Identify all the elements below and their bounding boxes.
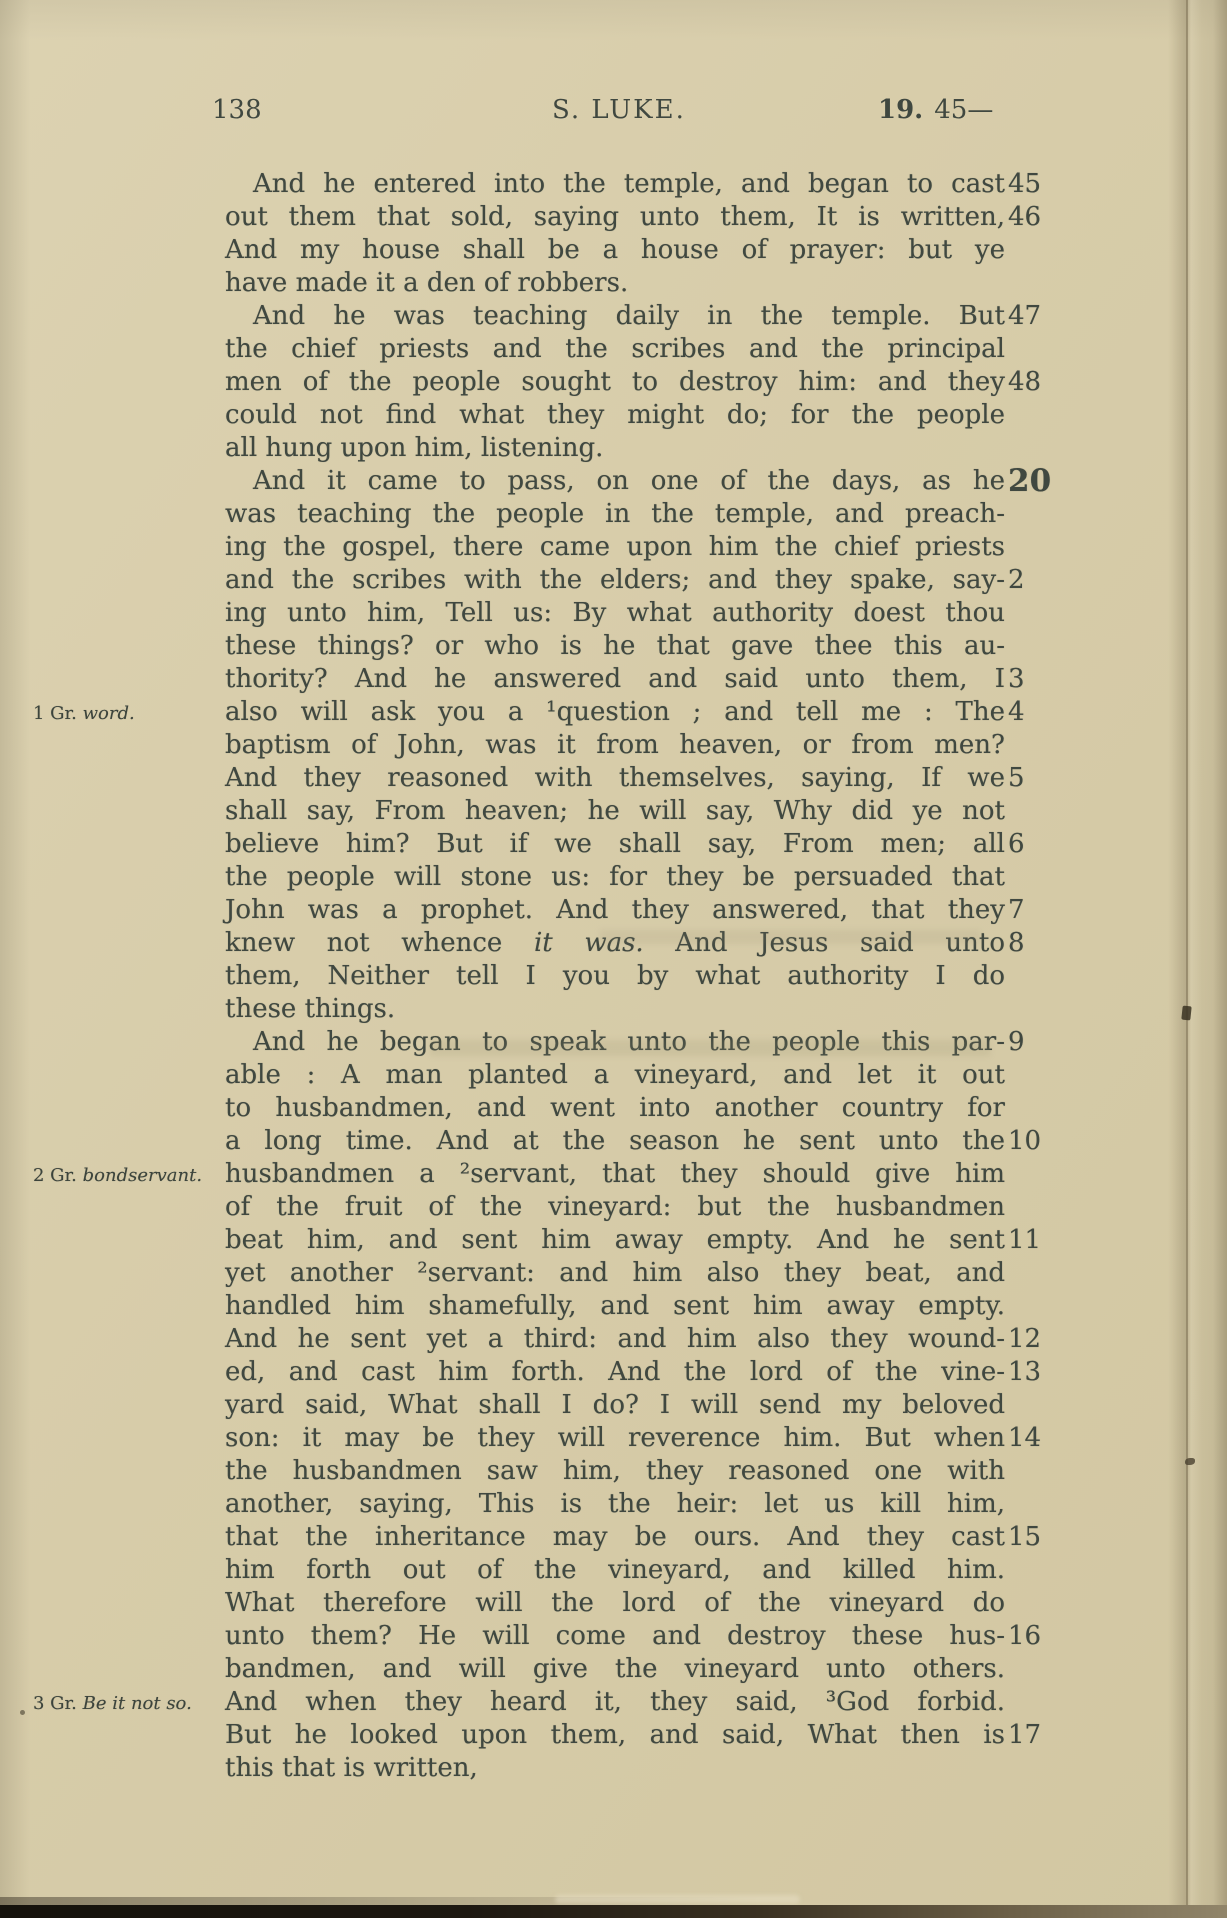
text-line	[225, 1719, 1042, 1752]
text-line	[225, 432, 1005, 465]
verse-number: 48	[1008, 367, 1042, 397]
text-run: of the fruit of the vineyard: but the husbandmen	[225, 1192, 1005, 1222]
verse-number: 2	[1008, 565, 1025, 595]
line-text	[225, 1357, 1005, 1387]
text-line	[225, 828, 1025, 861]
text-line	[225, 498, 1005, 531]
text-run: ed, and cast him forth. And the lord of the vine-	[225, 1357, 1005, 1387]
text-line	[225, 1323, 1042, 1356]
text-run: these things.	[225, 994, 396, 1024]
line-text	[225, 1489, 1005, 1519]
margin-footnote	[33, 703, 135, 725]
text-line	[225, 531, 1005, 564]
page-crease-shadow	[1168, 0, 1202, 1918]
line-text	[225, 565, 1005, 595]
line-text	[225, 1159, 1005, 1189]
text-line	[225, 894, 1025, 927]
text-run: all hung upon him, listening.	[225, 433, 604, 463]
text-run: beat him, and sent him away empty. And he sent	[225, 1225, 1005, 1255]
text-line	[225, 463, 1052, 499]
text-run: have made it a den of robbers.	[225, 268, 629, 298]
text-run: yet another ²servant: and him also they beat, and	[225, 1258, 1005, 1288]
text-run: baptism of John, was it from heaven, or from men?	[225, 730, 1005, 760]
text-run: them, Neither tell I you by what authority I do	[225, 961, 1005, 991]
line-text	[225, 1588, 1005, 1618]
page-crease-line	[1186, 0, 1188, 1918]
verse-number: 16	[1008, 1621, 1042, 1651]
text-line	[225, 234, 1005, 267]
text-run: these things? or who is he that gave thee this au-	[225, 631, 1005, 661]
verse-number: 15	[1008, 1522, 1042, 1552]
text-line	[225, 1554, 1005, 1587]
text-line	[225, 729, 1005, 762]
text-run: But he looked upon them, and said, What then is	[225, 1720, 1005, 1750]
text-run: 1 Gr.	[33, 703, 83, 724]
text-line	[225, 168, 1042, 201]
book-title: S. LUKE.	[552, 95, 686, 125]
line-text	[225, 1291, 1005, 1321]
verse-number: 3	[1008, 664, 1025, 694]
text-line	[225, 1356, 1042, 1389]
italic-text-run: bondservant.	[82, 1165, 203, 1186]
text-run: another, saying, This is the heir: let us kill him,	[225, 1489, 1005, 1519]
verse-number: 13	[1008, 1357, 1042, 1387]
verse-number: 11	[1008, 1225, 1042, 1255]
line-text	[225, 829, 1005, 859]
text-run: the chief priests and the scribes and the principal	[225, 334, 1005, 364]
line-text	[225, 664, 1005, 694]
line-text	[225, 730, 1005, 760]
text-line	[225, 597, 1005, 630]
text-line	[225, 1092, 1005, 1125]
text-run: a long time. And at the season he sent unto the	[225, 1126, 1005, 1156]
line-text	[225, 532, 1005, 562]
text-line	[225, 1455, 1005, 1488]
line-text	[225, 1390, 1005, 1420]
line-text	[225, 499, 1005, 529]
text-line	[225, 1587, 1005, 1620]
italic-text-run: Be it not so.	[82, 1693, 192, 1714]
text-line	[225, 1620, 1042, 1653]
line-text	[225, 1060, 1005, 1090]
margin-footnote	[33, 1165, 202, 1187]
text-line	[225, 762, 1025, 795]
text-line	[225, 630, 1005, 663]
text-line	[225, 366, 1042, 399]
line-text	[225, 1093, 1005, 1123]
line-text	[253, 169, 1005, 199]
line-text	[225, 796, 1005, 826]
text-line	[225, 1752, 1005, 1785]
text-line	[225, 663, 1025, 696]
text-line	[225, 1224, 1042, 1257]
ref-verse: 45—	[934, 95, 994, 125]
chapter-verse-ref	[878, 94, 993, 127]
text-line	[225, 564, 1025, 597]
verse-number: 14	[1008, 1423, 1042, 1453]
text-run: was teaching the people in the temple, and preach-	[225, 499, 1005, 529]
verse-number: 4	[1008, 697, 1025, 727]
line-text	[225, 895, 1005, 925]
line-text	[225, 334, 1005, 364]
text-run: believe him? But if we shall say, From men; all	[225, 829, 1005, 859]
line-text	[225, 1687, 1005, 1717]
line-text	[253, 466, 1005, 496]
verse-number: 6	[1008, 829, 1025, 859]
text-line	[225, 1191, 1005, 1224]
line-text	[225, 1522, 1005, 1552]
text-run: could not find what they might do; for the people	[225, 400, 1005, 430]
text-line	[225, 267, 1005, 300]
text-run: And they reasoned with themselves, saying, If we	[225, 763, 1005, 793]
text-run: 2 Gr.	[33, 1165, 83, 1186]
text-run: this that is written,	[225, 1753, 478, 1783]
text-run: yard said, What shall I do? I will send my beloved	[225, 1390, 1005, 1420]
text-line	[225, 993, 1005, 1026]
text-run: And my house shall be a house of prayer: but ye	[225, 235, 1005, 265]
ink-showthrough-smudge	[600, 930, 980, 944]
text-line	[225, 1521, 1042, 1554]
line-text	[225, 400, 1005, 430]
line-text	[225, 367, 1005, 397]
text-line	[225, 1422, 1042, 1455]
ink-speck	[1185, 1458, 1195, 1465]
text-line	[225, 1389, 1005, 1422]
line-text	[225, 1555, 1005, 1585]
ink-speck	[1181, 1006, 1191, 1021]
line-text	[225, 1225, 1005, 1255]
ref-chapter: 19.	[878, 95, 924, 125]
line-text	[225, 235, 1005, 265]
text-run: And he entered into the temple, and began to cast	[253, 169, 1005, 199]
text-run: also will ask you a ¹question ; and tell me : The	[225, 697, 1005, 727]
line-text	[225, 1753, 478, 1783]
line-text	[225, 763, 1005, 793]
chapter-number: 20	[1008, 463, 1052, 499]
text-run: ing the gospel, there came upon him the chief priests	[225, 532, 1005, 562]
next-page-edge-highlight	[555, 1895, 800, 1904]
text-run: husbandmen a ²servant, that they should give him	[225, 1159, 1005, 1189]
text-run: bandmen, and will give the vineyard unto others.	[225, 1654, 1005, 1684]
text-line	[225, 795, 1005, 828]
text-line	[225, 1290, 1005, 1323]
text-line	[225, 696, 1025, 729]
verse-number: 7	[1008, 895, 1025, 925]
text-line	[225, 300, 1042, 333]
line-text	[225, 1621, 1005, 1651]
text-run: John was a prophet. And they answered, that they	[225, 895, 1005, 925]
text-run: unto them? He will come and destroy these hus-	[225, 1621, 1005, 1651]
verse-number: 8	[1008, 928, 1025, 958]
text-line	[225, 1059, 1005, 1092]
page-edge-shadow	[1213, 0, 1227, 1918]
text-run: out them that sold, saying unto them, It is written,	[225, 202, 1005, 232]
line-text	[225, 433, 603, 463]
line-text	[225, 1720, 1005, 1750]
text-run: men of the people sought to destroy him: and they	[225, 367, 1005, 397]
text-line	[225, 1488, 1005, 1521]
text-run: the people will stone us: for they be persuaded that	[225, 862, 1005, 892]
line-text	[225, 631, 1005, 661]
line-text	[225, 598, 1005, 628]
italic-text-run: it was.	[533, 928, 644, 958]
text-line	[225, 1125, 1042, 1158]
text-run: the husbandmen saw him, they reasoned one with	[225, 1456, 1005, 1486]
text-run: knew not whence	[225, 928, 534, 958]
text-run: What therefore will the lord of the vineyard do	[225, 1588, 1005, 1618]
text-run: him forth out of the vineyard, and killed him.	[225, 1555, 1005, 1585]
text-run: 3 Gr.	[33, 1693, 83, 1714]
text-run: And he began to speak unto the people this par-	[253, 1027, 1005, 1057]
line-text	[225, 697, 1005, 727]
text-run: shall say, From heaven; he will say, Why did ye not	[225, 796, 1005, 826]
line-text	[225, 1654, 1005, 1684]
verse-number: 10	[1008, 1126, 1042, 1156]
verse-number: 46	[1008, 202, 1042, 232]
line-text	[225, 1324, 1005, 1354]
verse-number: 17	[1008, 1720, 1042, 1750]
verse-number: 5	[1008, 763, 1025, 793]
text-line	[225, 1686, 1005, 1719]
text-run: thority? And he answered and said unto them, I	[225, 664, 1005, 694]
margin-footnote	[33, 1693, 192, 1715]
text-run: And Jesus said unto	[643, 928, 1005, 958]
text-line	[225, 1257, 1005, 1290]
scan-bottom-edge	[0, 1905, 1227, 1918]
line-text	[225, 994, 395, 1024]
text-line	[225, 1158, 1005, 1191]
text-run: ing unto him, Tell us: By what authority doest thou	[225, 598, 1005, 628]
line-text	[225, 268, 628, 298]
line-text	[225, 961, 1005, 991]
verse-number: 47	[1008, 301, 1042, 331]
text-run: that the inheritance may be ours. And they cast	[225, 1522, 1005, 1552]
ink-speck	[20, 1710, 25, 1715]
text-run: And it came to pass, on one of the days, as he	[253, 466, 1005, 496]
text-line	[225, 1653, 1005, 1686]
line-text	[225, 1126, 1005, 1156]
verse-number: 12	[1008, 1324, 1042, 1354]
text-run: and the scribes with the elders; and they spake, say-	[225, 565, 1005, 595]
ink-showthrough-smudge	[430, 1040, 990, 1056]
line-text	[253, 301, 1005, 331]
body-text	[225, 168, 1052, 1785]
line-text	[225, 1423, 1005, 1453]
line-text	[225, 1258, 1005, 1288]
line-text	[225, 862, 1005, 892]
text-run: able : A man planted a vineyard, and let it out	[225, 1060, 1005, 1090]
text-run: And he was teaching daily in the temple. But	[253, 301, 1005, 331]
text-run: And he sent yet a third: and him also they wound-	[225, 1324, 1005, 1354]
text-line	[225, 960, 1005, 993]
text-line	[225, 333, 1005, 366]
page-number: 138	[212, 95, 262, 125]
text-line	[225, 399, 1005, 432]
line-text	[225, 1456, 1005, 1486]
italic-text-run: word.	[82, 703, 135, 724]
text-run: to husbandmen, and went into another country for	[225, 1093, 1005, 1123]
line-text	[225, 1192, 1005, 1222]
text-run: son: it may be they will reverence him. But when	[225, 1423, 1005, 1453]
text-run: handled him shamefully, and sent him away empty.	[225, 1291, 1005, 1321]
text-line	[225, 861, 1005, 894]
verse-number: 9	[1008, 1027, 1025, 1057]
verse-number: 45	[1008, 169, 1042, 199]
text-run: And when they heard it, they said, ³God forbid.	[225, 1687, 1005, 1717]
line-text	[225, 202, 1005, 232]
text-line	[225, 201, 1042, 234]
